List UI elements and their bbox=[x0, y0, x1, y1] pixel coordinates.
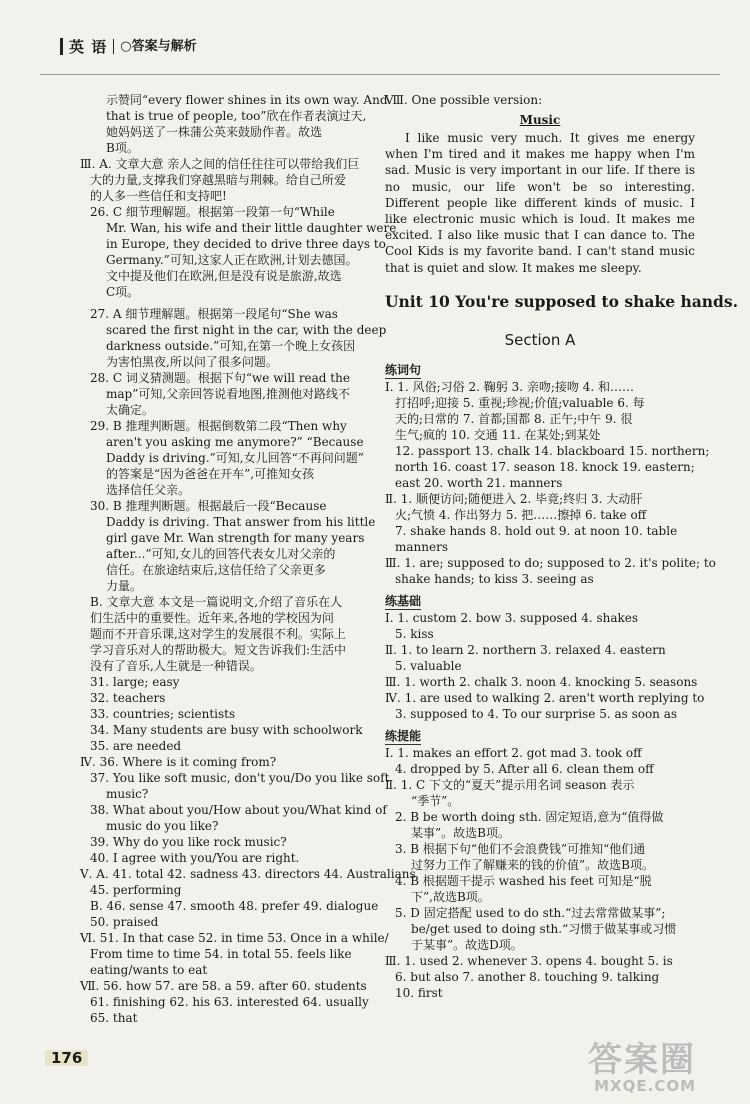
answer-line: 示赞同“every flower shines in its own way. And bbox=[106, 93, 388, 107]
answer-line: 32. teachers bbox=[90, 691, 166, 705]
answer-line: Ⅴ. A. 41. total 42. sadness 43. directors 44. Australians bbox=[80, 867, 416, 881]
writing-label: Ⅷ. One possible version: bbox=[385, 93, 543, 107]
answer-line: Germany.”可知,这家人正在欧洲,计划去德国。 bbox=[106, 253, 358, 267]
answer-line: 的答案是“因为爸爸在开车”,可推知女孩 bbox=[106, 467, 315, 481]
unit-title: Unit 10 You're supposed to shake hands. bbox=[385, 291, 738, 311]
page-number: 176 bbox=[45, 1050, 88, 1066]
answer-line: Ⅳ. 1. are used to walking 2. aren't worth replying to bbox=[385, 690, 705, 705]
answer-line: 45. performing bbox=[90, 883, 182, 897]
answer-line: Daddy is driving. That answer from his little bbox=[106, 515, 376, 529]
exercise-heading: 练词句 bbox=[385, 362, 422, 377]
answer-line: 于某事”。故选D项。 bbox=[411, 937, 523, 952]
subject-label: 英 语 bbox=[69, 37, 108, 56]
answer-line: 30. B 推理判断题。根据最后一段“Because bbox=[90, 499, 327, 513]
answer-line: manners bbox=[395, 539, 448, 554]
answer-line: 26. C 细节理解题。根据第一段第一句“While bbox=[90, 205, 335, 219]
header-rule bbox=[40, 74, 720, 75]
answer-line: aren't you asking me anymore?” “Because bbox=[106, 435, 364, 449]
watermark bbox=[588, 1042, 696, 1094]
answer-line: darkness outside.”可知,在第一个晚上女孩因 bbox=[106, 339, 356, 353]
watermark-logo: 答案圈 bbox=[588, 1040, 696, 1080]
answer-line: 生气;疯的 10. 交通 11. 在某处;到某处 bbox=[395, 427, 601, 442]
answer-line: 某事”。故选B项。 bbox=[411, 825, 510, 840]
header-separator bbox=[113, 39, 114, 54]
answer-line: Ⅲ. A. 文章大意 亲人之间的信任往往可以带给我们巨 bbox=[80, 157, 360, 171]
answer-line: 31. large; easy bbox=[90, 675, 180, 689]
answer-line: Ⅱ. 1. to learn 2. northern 3. relaxed 4. eastern bbox=[385, 642, 666, 657]
answer-line: 12. passport 13. chalk 14. blackboard 15. northern; bbox=[395, 443, 710, 458]
answer-line: 61. finishing 62. his 63. interested 64. usually bbox=[90, 995, 369, 1009]
answer-line: 们生活中的重要性。近年来,各地的学校因为问 bbox=[90, 611, 334, 625]
answer-line: 她妈妈送了一株蒲公英来鼓励作者。故选 bbox=[106, 125, 323, 139]
answer-line: shake hands; to kiss 3. seeing as bbox=[395, 571, 594, 586]
answer-line: Ⅰ. 1. custom 2. bow 3. supposed 4. shakes bbox=[385, 610, 639, 625]
answer-line: 10. first bbox=[395, 985, 443, 1000]
exercise-heading: 练提能 bbox=[385, 728, 422, 743]
answer-line: From time to time 54. in total 55. feels like bbox=[90, 947, 352, 961]
answer-line: 34. Many students are busy with schoolwork bbox=[90, 723, 363, 737]
answer-line: 5. valuable bbox=[395, 658, 462, 673]
answer-line: 天的;日常的 7. 首都;国都 8. 正午;中午 9. 很 bbox=[395, 411, 633, 426]
answer-line: Daddy is driving.”可知,女儿回答“不再问问题” bbox=[106, 451, 364, 465]
answer-line: that is true of people, too”欣在作者表演过天, bbox=[106, 109, 367, 123]
answer-line: 4. B 根据题干提示 washed his feet 可知是“脱 bbox=[395, 873, 652, 888]
answer-line: Ⅰ. 1. makes an effort 2. got mad 3. took off bbox=[385, 745, 642, 760]
answer-line: 过努力工作了解赚来的钱的价值”。故选B项。 bbox=[411, 857, 654, 872]
essay-title: Music bbox=[519, 113, 561, 127]
answer-line: 33. countries; scientists bbox=[90, 707, 236, 721]
watermark-url: MXQE.COM bbox=[594, 1077, 696, 1095]
answer-line: in Europe, they decided to drive three days to bbox=[106, 237, 386, 251]
answer-line: 2. B be worth doing sth. 固定短语,意为“值得做 bbox=[395, 809, 664, 824]
answer-line: 28. C 词义猜测题。根据下句“we will read the bbox=[90, 371, 350, 385]
answer-line: B项。 bbox=[106, 141, 139, 155]
essay-body: I like music very much. It gives me energy when I'm tired and it makes me happy when I'm sad. Music is very important in our life. If there is no music, our life won't be so interesting. Different people like different kinds of music. I like electronic music which is loud. It makes me excited. I also like music that I can dance to. The Cool Kids is my favorite band. I can't stand music that is quiet and slow. It makes me sleepy. bbox=[385, 131, 695, 275]
answer-line: 37. You like soft music, don't you/Do you like soft bbox=[90, 771, 390, 785]
answer-line: 选择信任父亲。 bbox=[106, 483, 191, 497]
answer-line: Mr. Wan, his wife and their little daughter were bbox=[106, 221, 397, 235]
answer-line: 6. but also 7. another 8. touching 9. talking bbox=[395, 969, 660, 984]
answer-line: Ⅵ. 51. In that case 52. in time 53. Once in a while/ bbox=[80, 931, 389, 945]
answer-line: 题而不开音乐课,这对学生的发展很不利。实际上 bbox=[90, 627, 346, 641]
answer-line: 3. supposed to 4. To our surprise 5. as soon as bbox=[395, 706, 678, 721]
answer-line: Ⅶ. 56. how 57. are 58. a 59. after 60. students bbox=[80, 979, 367, 993]
answer-line: music do you like? bbox=[106, 819, 219, 833]
answer-line: girl gave Mr. Wan strength for many years bbox=[106, 531, 365, 545]
answer-line: 文中提及他们在欧洲,但是没有说是旅游,故选 bbox=[106, 269, 342, 283]
answer-line: Ⅱ. 1. 顺便访问;随便进入 2. 毕竟;终归 3. 大动肝 bbox=[385, 491, 643, 506]
answer-line: 力量。 bbox=[106, 579, 143, 593]
answer-line: 65. that bbox=[90, 1011, 138, 1025]
answer-line: 下”,故选B项。 bbox=[411, 889, 490, 904]
answer-line: 50. praised bbox=[90, 915, 159, 929]
answer-line: eating/wants to eat bbox=[90, 963, 208, 977]
answer-line: 学习音乐对人的帮助极大。短文告诉我们:生活中 bbox=[90, 643, 347, 657]
answer-line: Ⅱ. 1. C 下文的“夏天”提示用名词 season 表示 bbox=[385, 777, 635, 792]
exercise-heading: 练基础 bbox=[385, 593, 422, 608]
answer-line: 27. A 细节理解题。根据第一段尾句“She was bbox=[90, 307, 338, 321]
answer-line: Ⅲ. 1. worth 2. chalk 3. noon 4. knocking 5. seasons bbox=[385, 674, 698, 689]
answer-line: 5. D 固定搭配 used to do sth.“过去常常做某事”; bbox=[395, 905, 666, 920]
answer-line: 40. I agree with you/You are right. bbox=[90, 851, 300, 865]
answer-line: 的人多一些信任和支持吧! bbox=[90, 189, 227, 203]
answer-line: 为害怕黑夜,所以问了很多问题。 bbox=[106, 355, 278, 369]
answer-line: 信任。在旅途结束后,这信任给了父亲更多 bbox=[106, 563, 326, 577]
answer-line: 29. B 推理判断题。根据倒数第二段“Then why bbox=[90, 419, 347, 433]
answer-line: Ⅲ. 1. are; supposed to do; supposed to 2. it's polite; to bbox=[385, 555, 716, 570]
answer-line: Ⅲ. 1. used 2. whenever 3. opens 4. bought 5. is bbox=[385, 953, 673, 968]
header-bar bbox=[60, 38, 63, 55]
section-title: Section A bbox=[504, 330, 576, 349]
answer-line: 没有了音乐,人生就是一种错误。 bbox=[90, 659, 262, 673]
answer-line: scared the first night in the car, with the deep bbox=[106, 323, 387, 337]
answer-line: be/get used to doing sth.“习惯于做某事或习惯 bbox=[411, 921, 677, 936]
answer-line: 7. shake hands 8. hold out 9. at noon 10. table bbox=[395, 523, 678, 538]
answer-line: B. 文章大意 本文是一篇说明文,介绍了音乐在人 bbox=[90, 595, 343, 609]
answer-line: Ⅳ. 36. Where is it coming from? bbox=[80, 755, 277, 769]
answer-line: 太确定。 bbox=[106, 403, 155, 417]
answer-line: north 16. coast 17. season 18. knock 19. eastern; bbox=[395, 459, 695, 474]
section-label: ○答案与解析 bbox=[120, 38, 197, 54]
answer-line: B. 46. sense 47. smooth 48. prefer 49. dialogue bbox=[90, 899, 379, 913]
right-column bbox=[385, 92, 738, 1001]
answer-line: 火;气愤 4. 作出努力 5. 把……擦掉 6. take off bbox=[395, 507, 647, 522]
answer-line: 39. Why do you like rock music? bbox=[90, 835, 287, 849]
answer-line: 大的力量,支撑我们穿越黑暗与荆棘。给自己所爱 bbox=[90, 173, 346, 187]
exercise-blocks bbox=[385, 356, 716, 1001]
answer-line: 打招呼;迎接 5. 重视;珍视;价值;valuable 6. 每 bbox=[395, 395, 645, 410]
answer-line: Ⅰ. 1. 风俗;习俗 2. 鞠躬 3. 亲吻;接吻 4. 和…… bbox=[385, 379, 634, 394]
answer-line: 4. dropped by 5. After all 6. clean them off bbox=[395, 761, 654, 776]
answer-line: music? bbox=[106, 787, 149, 801]
answer-line: map”可知,父亲回答说看地图,推测他对路线不 bbox=[106, 387, 350, 401]
answer-line: 5. kiss bbox=[395, 626, 434, 641]
answer-line: “季节”。 bbox=[411, 793, 460, 808]
answer-line: C项。 bbox=[106, 285, 140, 299]
answer-line: 38. What about you/How about you/What kind of bbox=[90, 803, 387, 817]
answer-line: 35. are needed bbox=[90, 739, 182, 753]
answer-line: after...”可知,女儿的回答代表女儿对父亲的 bbox=[106, 547, 336, 561]
answer-line: 3. B 根据下句“他们不会浪费钱”可推知“他们通 bbox=[395, 841, 646, 856]
page-header bbox=[60, 38, 197, 55]
answer-line: east 20. worth 21. manners bbox=[395, 475, 563, 490]
